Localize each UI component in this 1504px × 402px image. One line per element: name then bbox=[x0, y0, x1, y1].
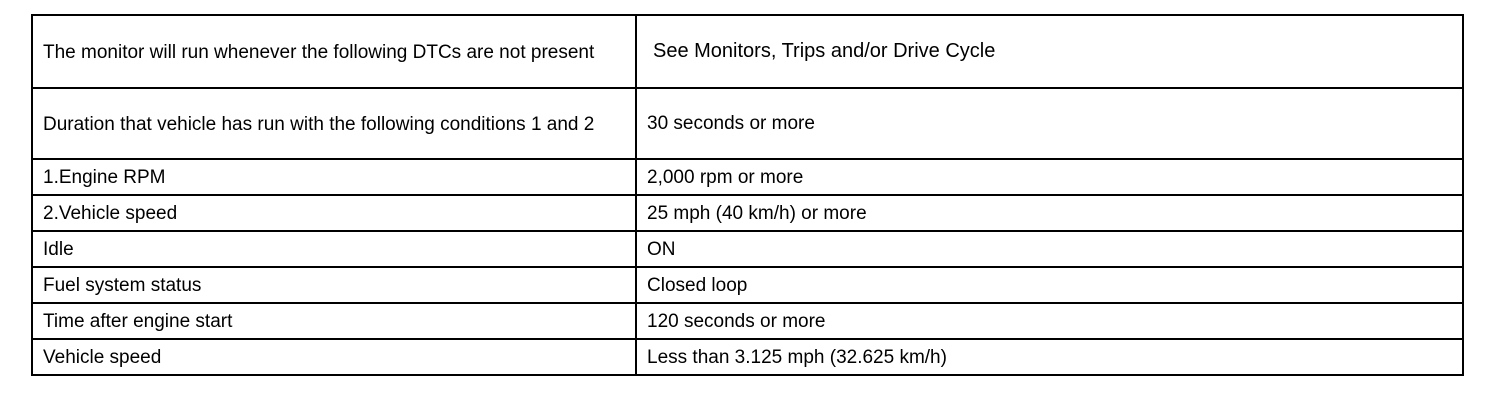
value-cell: 2,000 rpm or more bbox=[636, 159, 1463, 195]
table-row bbox=[32, 15, 1463, 88]
monitor-conditions-table bbox=[31, 14, 1464, 376]
value-cell: Less than 3.125 mph (32.625 km/h) bbox=[636, 339, 1463, 375]
value-cell: 25 mph (40 km/h) or more bbox=[636, 195, 1463, 231]
parameter-cell: Fuel system status bbox=[32, 267, 636, 303]
value-cell: 30 seconds or more bbox=[636, 88, 1463, 159]
value-cell: 120 seconds or more bbox=[636, 303, 1463, 339]
table-row bbox=[32, 159, 1463, 195]
value-cell: ON bbox=[636, 231, 1463, 267]
parameter-cell: Idle bbox=[32, 231, 636, 267]
parameter-cell: 1.Engine RPM bbox=[32, 159, 636, 195]
value-cell: Closed loop bbox=[636, 267, 1463, 303]
parameter-cell: The monitor will run whenever the following DTCs are not present bbox=[32, 15, 636, 88]
table-row bbox=[32, 88, 1463, 159]
value-cell: See Monitors, Trips and/or Drive Cycle bbox=[636, 15, 1463, 88]
parameter-cell: Time after engine start bbox=[32, 303, 636, 339]
table-row bbox=[32, 303, 1463, 339]
parameter-cell: 2.Vehicle speed bbox=[32, 195, 636, 231]
parameter-cell: Duration that vehicle has run with the following conditions 1 and 2 bbox=[32, 88, 636, 159]
table-row bbox=[32, 339, 1463, 375]
table-row bbox=[32, 195, 1463, 231]
table-row bbox=[32, 267, 1463, 303]
parameter-cell: Vehicle speed bbox=[32, 339, 636, 375]
table-row bbox=[32, 231, 1463, 267]
